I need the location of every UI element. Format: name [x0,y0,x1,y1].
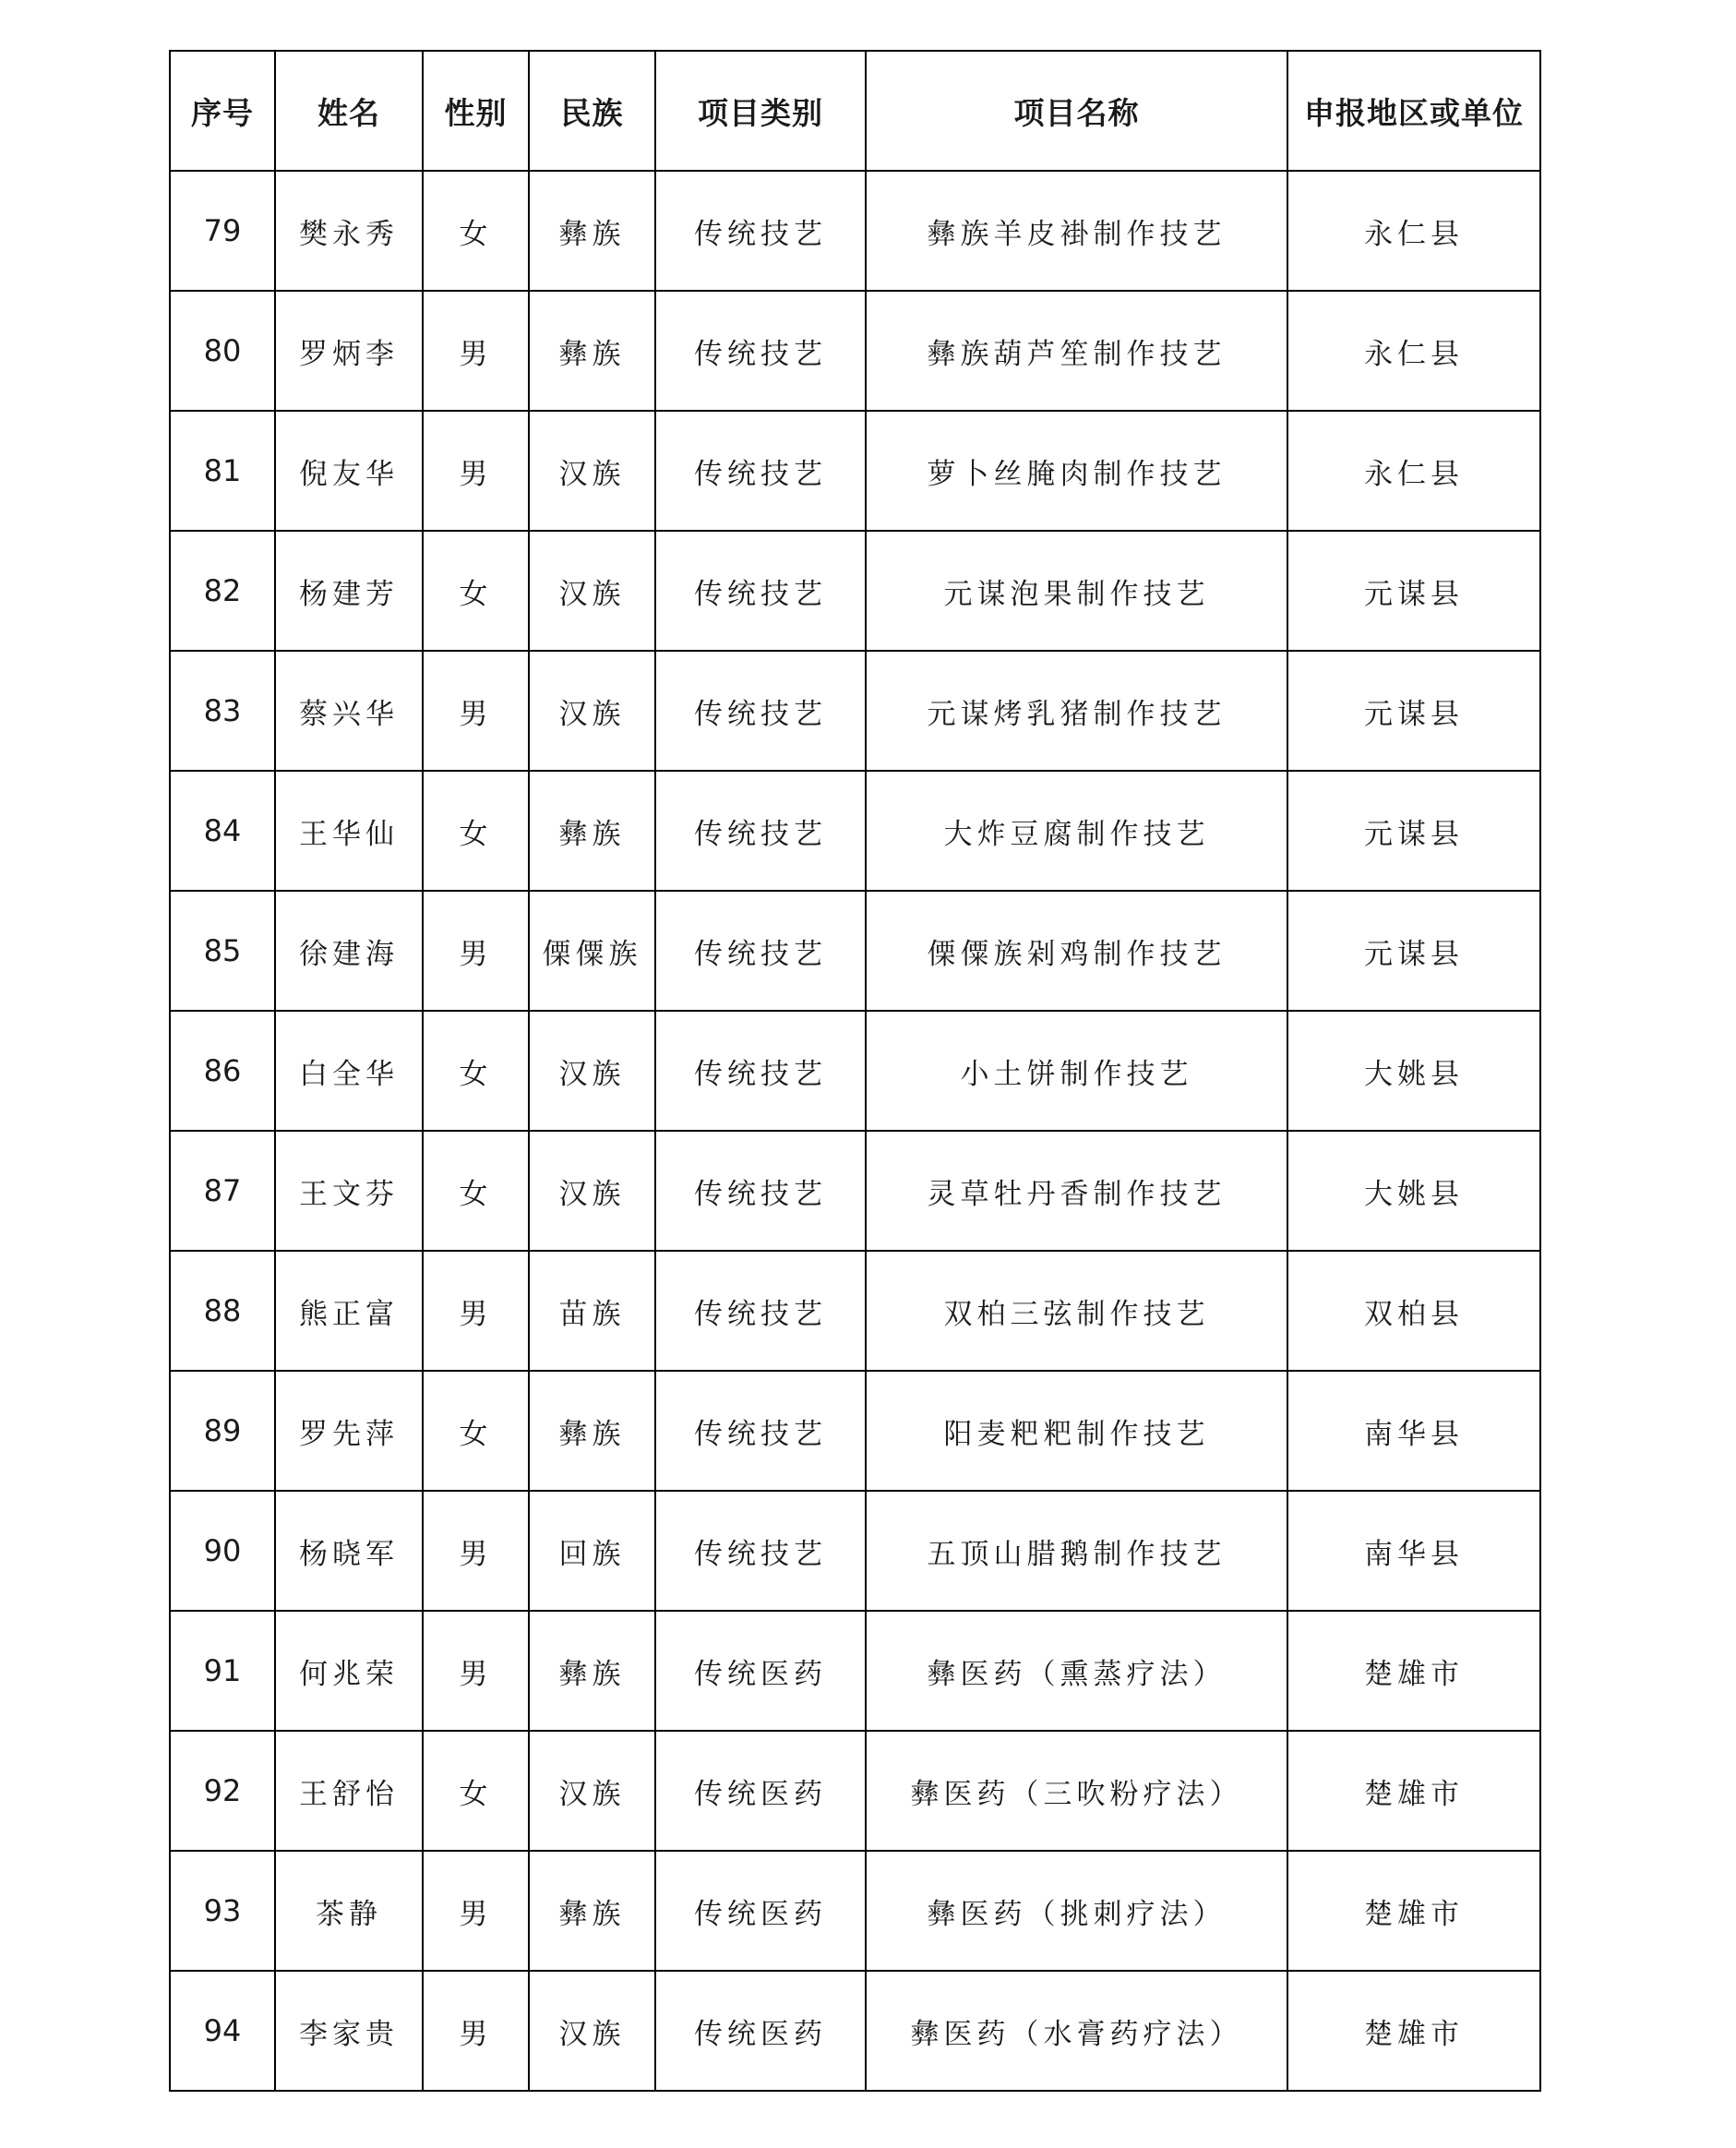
cell-project-category: 传统技艺 [655,891,866,1011]
cell-name: 王文芬 [275,1131,423,1251]
header-name: 姓名 [275,51,423,171]
cell-gender: 男 [423,891,529,1011]
cell-region-or-unit: 楚雄市 [1287,1971,1540,2091]
cell-gender: 女 [423,531,529,651]
table-row [170,1371,1540,1491]
cell-ethnicity: 彝族 [529,291,655,411]
cell-serial-number: 90 [170,1491,275,1611]
cell-project-category: 传统医药 [655,1611,866,1731]
cell-gender: 男 [423,291,529,411]
cell-gender: 女 [423,771,529,891]
cell-ethnicity: 汉族 [529,1131,655,1251]
cell-name: 倪友华 [275,411,423,531]
table-row [170,1851,1540,1971]
cell-region-or-unit: 大姚县 [1287,1131,1540,1251]
header-gender: 性别 [423,51,529,171]
table-row [170,1251,1540,1371]
cell-name: 王华仙 [275,771,423,891]
cell-ethnicity: 彝族 [529,1851,655,1971]
cell-name: 樊永秀 [275,171,423,291]
cell-project-name: 大炸豆腐制作技艺 [866,771,1287,891]
cell-ethnicity: 彝族 [529,1371,655,1491]
cell-project-name: 彝族葫芦笙制作技艺 [866,291,1287,411]
cell-project-category: 传统技艺 [655,771,866,891]
table-row [170,1011,1540,1131]
table-row [170,1491,1540,1611]
table-header-row [170,51,1540,171]
cell-region-or-unit: 楚雄市 [1287,1611,1540,1731]
cell-ethnicity: 傈僳族 [529,891,655,1011]
cell-gender: 女 [423,1731,529,1851]
cell-gender: 男 [423,1611,529,1731]
cell-serial-number: 84 [170,771,275,891]
cell-serial-number: 83 [170,651,275,771]
table-row [170,771,1540,891]
cell-project-name: 萝卜丝腌肉制作技艺 [866,411,1287,531]
cell-name: 白全华 [275,1011,423,1131]
cell-project-category: 传统医药 [655,1731,866,1851]
cell-gender: 女 [423,1011,529,1131]
cell-ethnicity: 汉族 [529,651,655,771]
cell-name: 王舒怡 [275,1731,423,1851]
cell-gender: 女 [423,1131,529,1251]
cell-project-category: 传统技艺 [655,171,866,291]
cell-serial-number: 86 [170,1011,275,1131]
cell-region-or-unit: 大姚县 [1287,1011,1540,1131]
cell-region-or-unit: 元谋县 [1287,891,1540,1011]
header-project-category: 项目类别 [655,51,866,171]
table-row [170,171,1540,291]
cell-ethnicity: 汉族 [529,531,655,651]
cell-region-or-unit: 永仁县 [1287,291,1540,411]
cell-region-or-unit: 双柏县 [1287,1251,1540,1371]
cell-project-category: 传统技艺 [655,531,866,651]
cell-project-category: 传统技艺 [655,1491,866,1611]
cell-project-category: 传统技艺 [655,1131,866,1251]
cell-region-or-unit: 楚雄市 [1287,1731,1540,1851]
cell-region-or-unit: 元谋县 [1287,651,1540,771]
cell-project-name: 彝医药（挑刺疗法） [866,1851,1287,1971]
cell-project-name: 元谋泡果制作技艺 [866,531,1287,651]
cell-region-or-unit: 楚雄市 [1287,1851,1540,1971]
table-row [170,1731,1540,1851]
cell-serial-number: 92 [170,1731,275,1851]
cell-gender: 男 [423,1971,529,2091]
cell-ethnicity: 彝族 [529,1611,655,1731]
table-row [170,651,1540,771]
cell-project-name: 彝族羊皮褂制作技艺 [866,171,1287,291]
cell-name: 罗炳李 [275,291,423,411]
cell-serial-number: 89 [170,1371,275,1491]
cell-region-or-unit: 南华县 [1287,1371,1540,1491]
cell-gender: 女 [423,171,529,291]
cell-project-name: 彝医药（熏蒸疗法） [866,1611,1287,1731]
cell-serial-number: 93 [170,1851,275,1971]
cell-serial-number: 85 [170,891,275,1011]
cell-project-name: 彝医药（三吹粉疗法） [866,1731,1287,1851]
header-ethnicity: 民族 [529,51,655,171]
cell-ethnicity: 汉族 [529,411,655,531]
cell-project-category: 传统医药 [655,1971,866,2091]
table-row [170,291,1540,411]
cell-project-name: 五顶山腊鹅制作技艺 [866,1491,1287,1611]
cell-ethnicity: 汉族 [529,1011,655,1131]
table-row [170,411,1540,531]
cell-gender: 男 [423,411,529,531]
cell-name: 李家贵 [275,1971,423,2091]
cell-name: 徐建海 [275,891,423,1011]
table-row [170,1971,1540,2091]
cell-ethnicity: 彝族 [529,171,655,291]
cell-gender: 男 [423,1851,529,1971]
table-row [170,531,1540,651]
cell-name: 何兆荣 [275,1611,423,1731]
cell-gender: 男 [423,1491,529,1611]
cell-project-name: 双柏三弦制作技艺 [866,1251,1287,1371]
table-body [170,171,1540,2091]
header-region-or-unit: 申报地区或单位 [1287,51,1540,171]
cell-serial-number: 94 [170,1971,275,2091]
cell-region-or-unit: 永仁县 [1287,171,1540,291]
cell-serial-number: 82 [170,531,275,651]
cell-gender: 女 [423,1371,529,1491]
header-serial-number: 序号 [170,51,275,171]
table-row [170,891,1540,1011]
cell-ethnicity: 彝族 [529,771,655,891]
cell-region-or-unit: 永仁县 [1287,411,1540,531]
cell-serial-number: 81 [170,411,275,531]
cell-project-category: 传统技艺 [655,1371,866,1491]
cell-name: 熊正富 [275,1251,423,1371]
cell-gender: 男 [423,1251,529,1371]
table-row [170,1611,1540,1731]
cell-name: 蔡兴华 [275,651,423,771]
cell-project-category: 传统技艺 [655,411,866,531]
cell-project-name: 阳麦粑粑制作技艺 [866,1371,1287,1491]
cell-name: 茶静 [275,1851,423,1971]
cell-ethnicity: 苗族 [529,1251,655,1371]
cell-region-or-unit: 元谋县 [1287,771,1540,891]
cell-project-name: 灵草牡丹香制作技艺 [866,1131,1287,1251]
cell-project-category: 传统医药 [655,1851,866,1971]
cell-project-name: 傈僳族剁鸡制作技艺 [866,891,1287,1011]
cell-name: 杨晓军 [275,1491,423,1611]
cell-name: 杨建芳 [275,531,423,651]
heritage-inheritors-table [169,50,1541,2092]
table-row [170,1131,1540,1251]
cell-serial-number: 91 [170,1611,275,1731]
cell-serial-number: 79 [170,171,275,291]
header-project-name: 项目名称 [866,51,1287,171]
cell-serial-number: 87 [170,1131,275,1251]
cell-ethnicity: 汉族 [529,1731,655,1851]
cell-project-name: 小土饼制作技艺 [866,1011,1287,1131]
cell-project-category: 传统技艺 [655,291,866,411]
cell-region-or-unit: 元谋县 [1287,531,1540,651]
cell-gender: 男 [423,651,529,771]
cell-region-or-unit: 南华县 [1287,1491,1540,1611]
cell-ethnicity: 回族 [529,1491,655,1611]
cell-serial-number: 80 [170,291,275,411]
cell-project-category: 传统技艺 [655,651,866,771]
cell-project-category: 传统技艺 [655,1251,866,1371]
cell-project-category: 传统技艺 [655,1011,866,1131]
cell-serial-number: 88 [170,1251,275,1371]
cell-name: 罗先萍 [275,1371,423,1491]
cell-project-name: 彝医药（水膏药疗法） [866,1971,1287,2091]
cell-ethnicity: 汉族 [529,1971,655,2091]
cell-project-name: 元谋烤乳猪制作技艺 [866,651,1287,771]
